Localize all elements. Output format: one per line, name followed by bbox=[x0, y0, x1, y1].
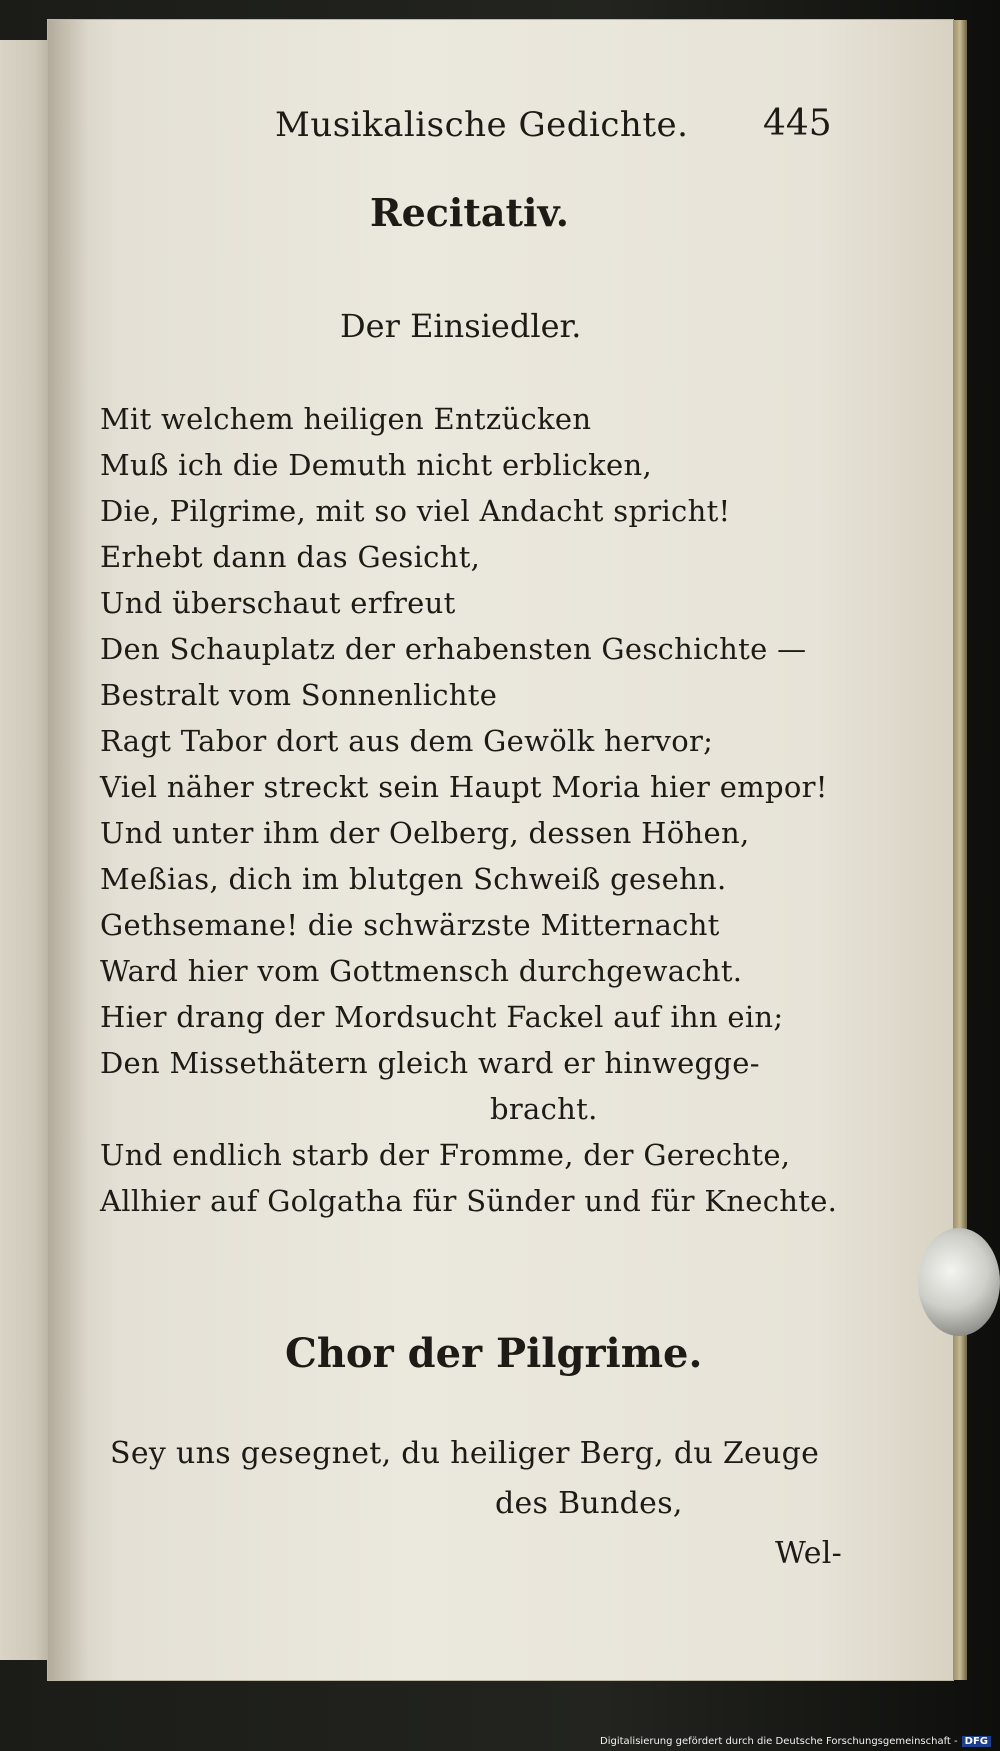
verse-line: Erhebt dann das Gesicht, bbox=[100, 540, 481, 574]
verse-line: Muß ich die Demuth nicht erblicken, bbox=[100, 448, 652, 482]
chor-line: Sey uns gesegnet, du heiliger Berg, du Zeuge bbox=[110, 1436, 820, 1471]
verse-line: Mit welchem heiligen Entzücken bbox=[100, 402, 592, 436]
catchword: Wel- bbox=[775, 1536, 843, 1571]
verse-line: Bestralt vom Sonnenlichte bbox=[100, 678, 498, 712]
verse-line: Allhier auf Golgatha für Sünder und für Knechte. bbox=[100, 1184, 838, 1218]
page-number: 445 bbox=[763, 103, 832, 144]
chor-line-continuation: des Bundes, bbox=[495, 1486, 683, 1521]
speaker-label: Der Einsiedler. bbox=[340, 307, 582, 345]
chor-title: Chor der Pilgrime. bbox=[285, 1330, 703, 1377]
verse-line: Meßias, dich im blutgen Schweiß gesehn. bbox=[100, 862, 727, 896]
verse-line: Ward hier vom Gottmensch durchgewacht. bbox=[100, 954, 743, 988]
dfg-logo: DFG bbox=[962, 1736, 991, 1747]
verse-line-continuation: bracht. bbox=[490, 1092, 598, 1126]
gutter-shadow bbox=[48, 20, 88, 1680]
verse-line: Viel näher streckt sein Haupt Moria hier empor! bbox=[100, 770, 828, 804]
verse-line: Und unter ihm der Oelberg, dessen Höhen, bbox=[100, 816, 750, 850]
credit-text: Digitalisierung gefördert durch die Deutsche Forschungsgemeinschaft - bbox=[600, 1736, 958, 1747]
digitization-credit bbox=[600, 1736, 991, 1747]
verse-line: Und überschaut erfreut bbox=[100, 586, 456, 620]
verse-line: Hier drang der Mordsucht Fackel auf ihn ein; bbox=[100, 1000, 784, 1034]
verse-line: Ragt Tabor dort aus dem Gewölk hervor; bbox=[100, 724, 714, 758]
page-stack-edge bbox=[953, 20, 967, 1680]
book-page bbox=[48, 20, 953, 1680]
running-head: Musikalische Gedichte. bbox=[275, 105, 689, 145]
verse-line: Den Missethätern gleich ward er hinwegge- bbox=[100, 1046, 760, 1080]
previous-page-edge bbox=[0, 40, 50, 1660]
page-clip bbox=[918, 1228, 1000, 1336]
verse-line: Den Schauplatz der erhabensten Geschichte — bbox=[100, 632, 807, 666]
verse-line: Und endlich starb der Fromme, der Gerechte, bbox=[100, 1138, 791, 1172]
verse-line: Gethsemane! die schwärzste Mitternacht bbox=[100, 908, 720, 942]
section-title: Recitativ. bbox=[370, 190, 569, 235]
verse-line: Die, Pilgrime, mit so viel Andacht spricht! bbox=[100, 494, 731, 528]
